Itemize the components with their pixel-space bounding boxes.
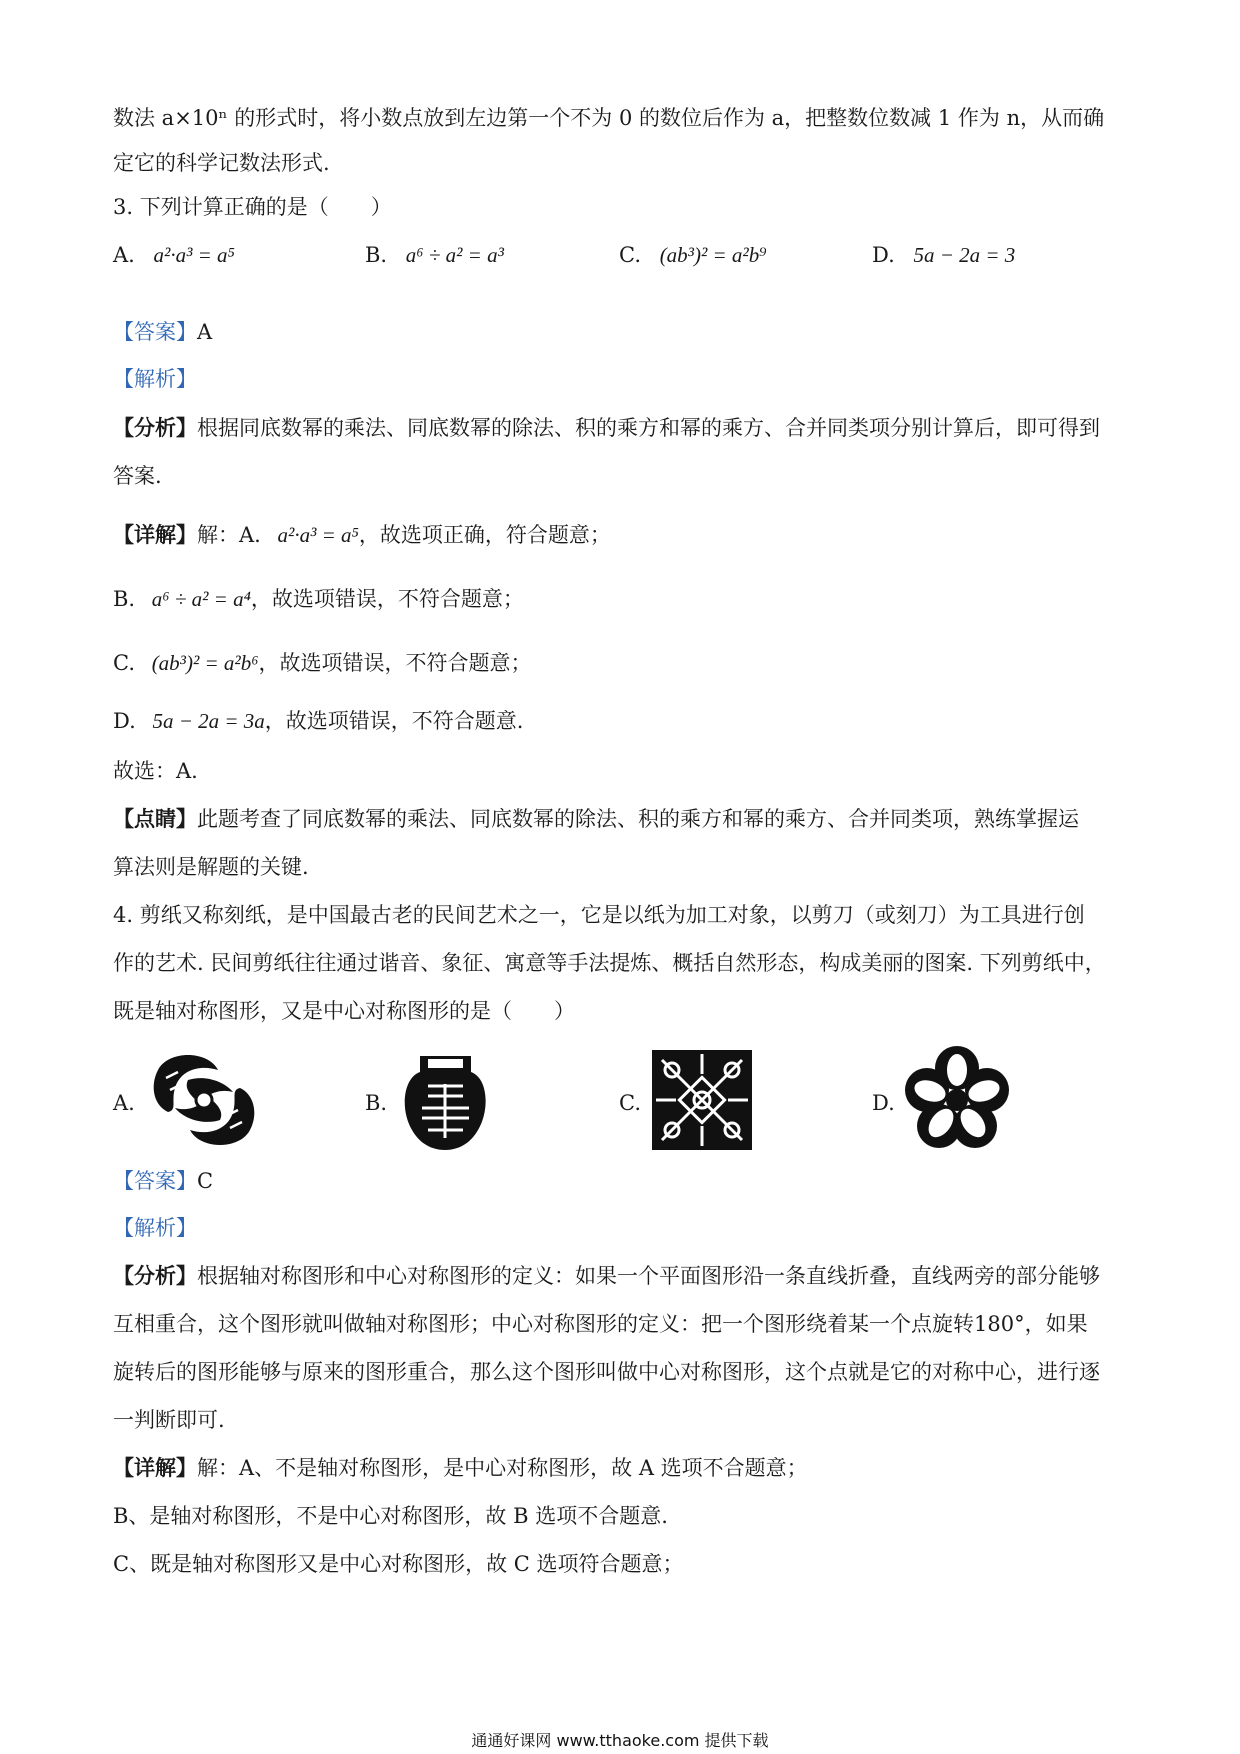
q4-stem-3: 既是轴对称图形，又是中心对称图形的是（ ） [113,999,575,1023]
page-footer: 通通好课网 www.tthaoke.com 提供下载 [471,1731,769,1750]
q4-fenxi-text-1: 根据轴对称图形和中心对称图形的定义：如果一个平面图形沿一条直线折叠，直线两旁的部分能够 [197,1264,1100,1288]
prev-line-2: 定它的科学记数法形式. [113,151,330,175]
q3-dianjing-2: 算法则是解题的关键. [113,855,309,879]
q4-xiangjie-a [113,1453,808,1483]
q3-fenxi-1 [113,413,1100,443]
q4-fenxi-2: 互相重合，这个图形就叫做轴对称图形；中心对称图形的定义：把一个图形绕着某一个点旋转180°，如果 [113,1312,1088,1336]
q3-xj-c-pre: C. [113,651,135,675]
q4-fenxi-tag: 【分析】 [113,1263,197,1288]
q3-dianjing-tag: 【点睛】 [113,806,197,831]
q3-fenxi-tag: 【分析】 [113,415,197,440]
q3-xiangjie-c [113,648,532,678]
papercut-a-image [148,1050,260,1150]
q3-option-d [872,240,1015,270]
q3-guxuan: 故选：A. [113,759,198,783]
q3-xj-d-expr: 5a − 2a = 3a [152,709,265,733]
prev-line-1: 数法 a×10ⁿ 的形式时，将小数点放到左边第一个不为 0 的数位后作为 a，把整数位数减 1 作为 n，从而确 [113,106,1105,130]
q3-option-d-text: 5a − 2a = 3 [913,243,1016,267]
q3-option-c-text: (ab³)² = a²b⁹ [659,243,767,267]
q4-xiangjie-c: C、既是轴对称图形又是中心对称图形，故 C 选项符合题意； [113,1552,684,1576]
q4-fenxi-1 [113,1261,1100,1291]
q3-option-b [365,240,504,270]
q4-option-b-label: B. [365,1091,388,1115]
q3-xj-c-post: ，故选项错误，不符合题意； [258,651,532,675]
q3-option-c [619,240,767,270]
q3-xiangjie-d [113,706,523,736]
q4-option-c-label: C. [619,1091,641,1115]
q4-stem-2: 作的艺术. 民间剪纸往往通过谐音、象征、寓意等手法提炼、概括自然形态，构成美丽的图案. 下列剪纸中， [113,951,1106,975]
q4-option-a-label: A. [113,1091,135,1115]
q4-answer-value: C [197,1169,214,1193]
q4-jiexi-tag: 【解析】 [113,1216,197,1240]
q3-dianjing-1 [113,804,1079,834]
q3-xj-d-pre: D. [113,709,136,733]
q3-option-a-text: a²·a³ = a⁵ [153,243,235,267]
q3-xj-b-pre: B. [113,587,136,611]
q3-dianjing-text-1: 此题考查了同底数幂的乘法、同底数幂的除法、积的乘方和幂的乘方、合并同类项，熟练掌握运 [197,807,1079,831]
q4-xj-a-text: 解：A、不是轴对称图形，是中心对称图形，故 A 选项不合题意； [197,1456,808,1480]
q3-xj-a-expr: a²·a³ = a⁵ [277,523,359,547]
q4-xiangjie-tag: 【详解】 [113,1455,197,1480]
q3-xj-d-post: ，故选项错误，不符合题意. [264,709,524,733]
q3-fenxi-text-1: 根据同底数幂的乘法、同底数幂的除法、积的乘方和幂的乘方、合并同类项分别计算后，即可得到 [197,416,1100,440]
q3-xiangjie-a [113,520,611,550]
q3-jiexi-tag: 【解析】 [113,367,197,391]
q3-option-a [113,240,235,270]
q4-answer [113,1166,213,1196]
q3-xj-c-expr: (ab³)² = a²b⁶ [151,651,259,675]
q3-xj-a-pre: 解：A. [197,523,261,547]
q4-option-d-label: D. [872,1091,895,1115]
q4-fenxi-4: 一判断即可. [113,1408,225,1432]
q3-option-a-label: A. [113,243,135,267]
q3-xj-b-post: ，故选项错误，不符合题意； [250,587,524,611]
papercut-b-image [398,1050,493,1154]
papercut-c-image [650,1048,754,1152]
q3-xj-a-post: ，故选项正确，符合题意； [358,523,611,547]
q3-answer-value: A [197,320,213,344]
q4-answer-tag: 【答案】 [113,1169,197,1193]
q3-stem: 3. 下列计算正确的是（ ） [113,195,392,219]
q3-option-c-label: C. [619,243,641,267]
q3-option-b-label: B. [365,243,388,267]
q4-fenxi-3: 旋转后的图形能够与原来的图形重合，那么这个图形叫做中心对称图形，这个点就是它的对称中心，进行逐 [113,1360,1100,1384]
q3-fenxi-2: 答案. [113,464,162,488]
q3-answer-tag: 【答案】 [113,320,197,344]
q4-xiangjie-b: B、是轴对称图形，不是中心对称图形，故 B 选项不合题意. [113,1504,668,1528]
q4-stem-1: 4. 剪纸又称刻纸，是中国最古老的民间艺术之一，它是以纸为加工对象，以剪刀（或刻刀）为工具进行创 [113,903,1085,927]
q3-option-d-label: D. [872,243,895,267]
q3-xiangjie-b [113,584,524,614]
papercut-d-image [904,1046,1010,1152]
q3-xiangjie-tag: 【详解】 [113,522,197,547]
q3-option-b-text: a⁶ ÷ a² = a³ [405,243,504,267]
q3-xj-b-expr: a⁶ ÷ a² = a⁴ [151,587,251,611]
q3-answer [113,317,212,347]
